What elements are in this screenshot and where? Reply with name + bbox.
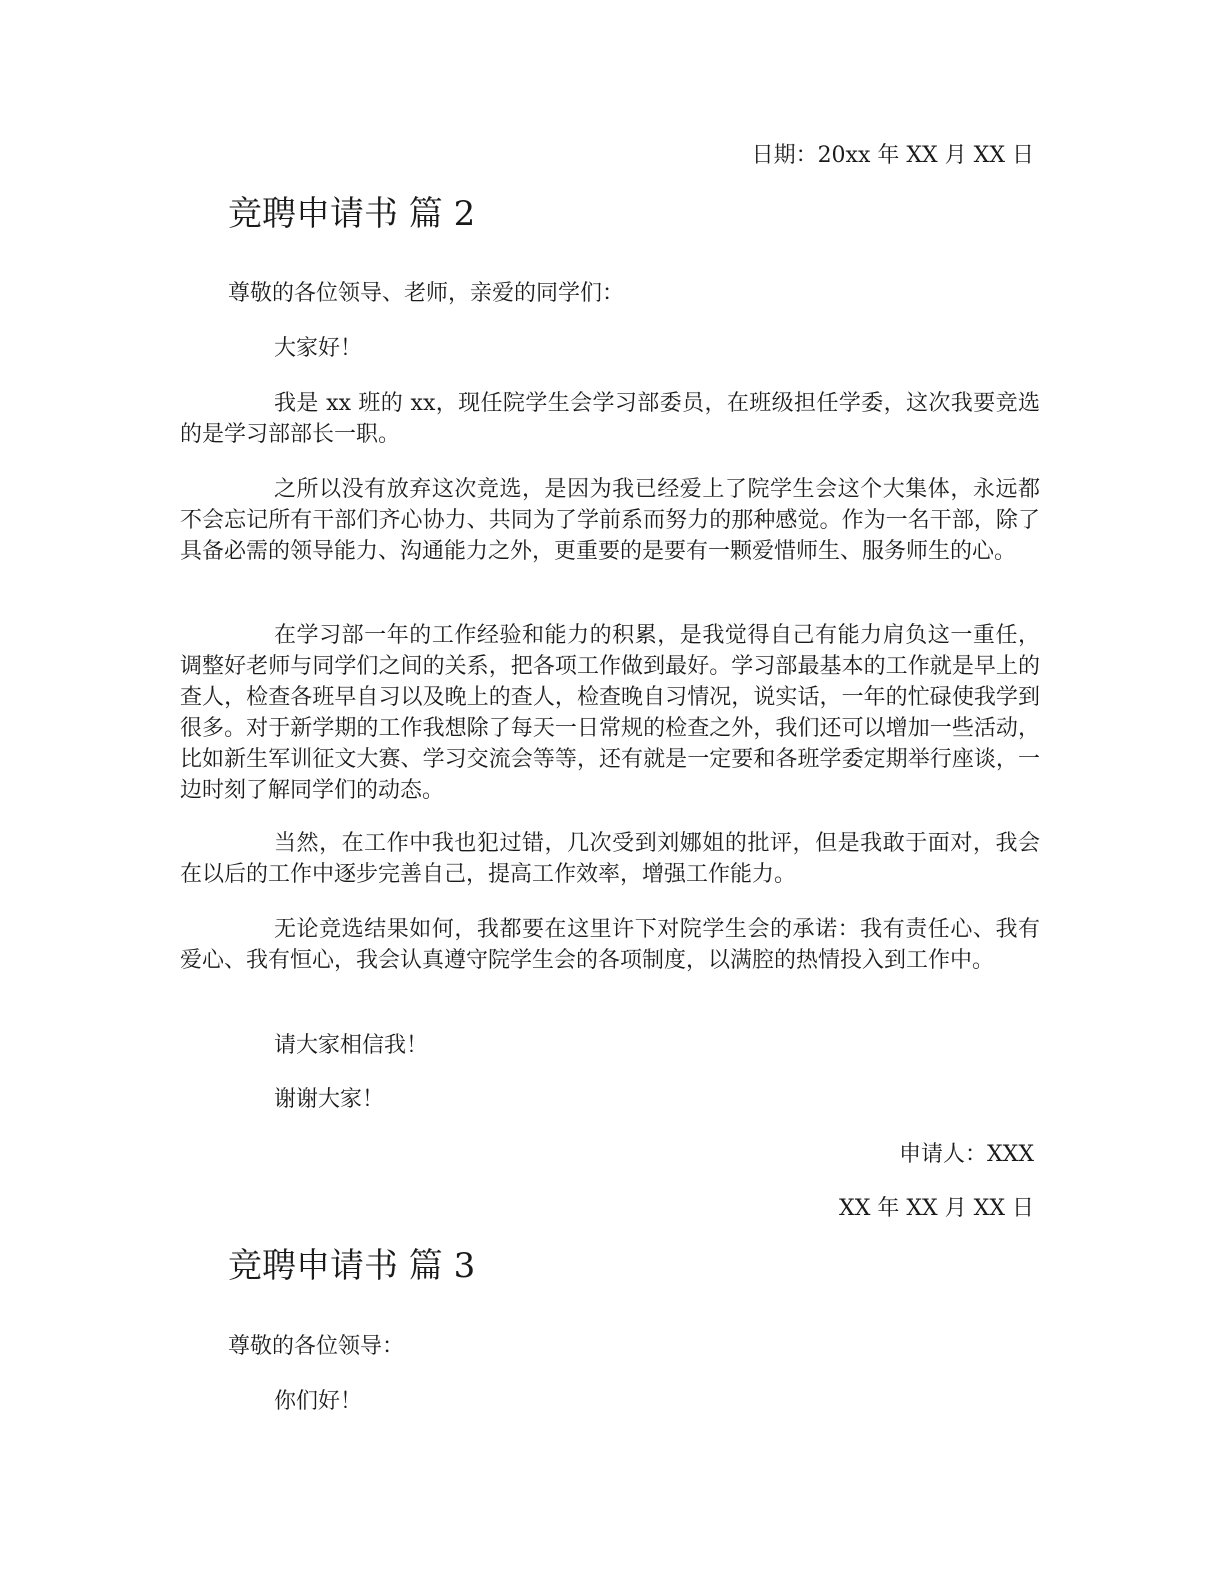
section-2-applicant: 申请人：XXX [899, 1142, 1034, 1167]
section-2-closing-1: 请大家相信我！ [274, 1033, 429, 1058]
section-2-paragraph-4: 当然，在工作中我也犯过错，几次受到刘娜姐的批评，但是我敢于面对，我会在以后的工作中逐步完善自己，提高工作效率，增强工作能力。 [180, 831, 1040, 887]
header-date: 日期：20xx 年 XX 月 XX 日 [751, 143, 1034, 168]
section-2-greeting: 大家好！ [274, 336, 363, 361]
section-3-greeting: 你们好！ [274, 1389, 363, 1414]
section-2-paragraph-3: 在学习部一年的工作经验和能力的积累，是我觉得自己有能力肩负这一重任，调整好老师与同学们之间的关系，把各项工作做到最好。学习部最基本的工作就是早上的查人，检查各班早自习以及晚上的查人，检查晚自习情况，说实话，一年的忙碌使我学到很多。对于新学期的工作我想除了每天一日常规的检查之外，我们还可以增加一些活动，比如新生军训征文大赛、学习交流会等等，还有就是一定要和各班学委定期举行座谈，一边时刻了解同学们的动态。 [180, 623, 1040, 803]
section-2-date: XX 年 XX 月 XX 日 [839, 1196, 1034, 1221]
section-2-paragraph-5: 无论竞选结果如何，我都要在这里许下对院学生会的承诺：我有责任心、我有爱心、我有恒心，我会认真遵守院学生会的各项制度，以满腔的热情投入到工作中。 [180, 917, 1040, 973]
section-2-title: 竞聘申请书 篇 2 [228, 194, 476, 234]
section-2-paragraph-2: 之所以没有放弃这次竞选，是因为我已经爱上了院学生会这个大集体，永远都不会忘记所有干部们齐心协力、共同为了学前系而努力的那种感觉。作为一名干部，除了具备必需的领导能力、沟通能力之外，更重要的是要有一颗爱惜师生、服务师生的心。 [180, 477, 1040, 564]
section-3-title: 竞聘申请书 篇 3 [228, 1246, 476, 1286]
section-3-salutation: 尊敬的各位领导： [228, 1334, 405, 1359]
section-2-paragraph-1: 我是 xx 班的 xx，现任院学生会学习部委员，在班级担任学委，这次我要竞选的是学习部部长一职。 [180, 391, 1040, 447]
section-2-closing-2: 谢谢大家！ [274, 1087, 385, 1112]
section-2-salutation: 尊敬的各位领导、老师，亲爱的同学们： [228, 281, 625, 306]
